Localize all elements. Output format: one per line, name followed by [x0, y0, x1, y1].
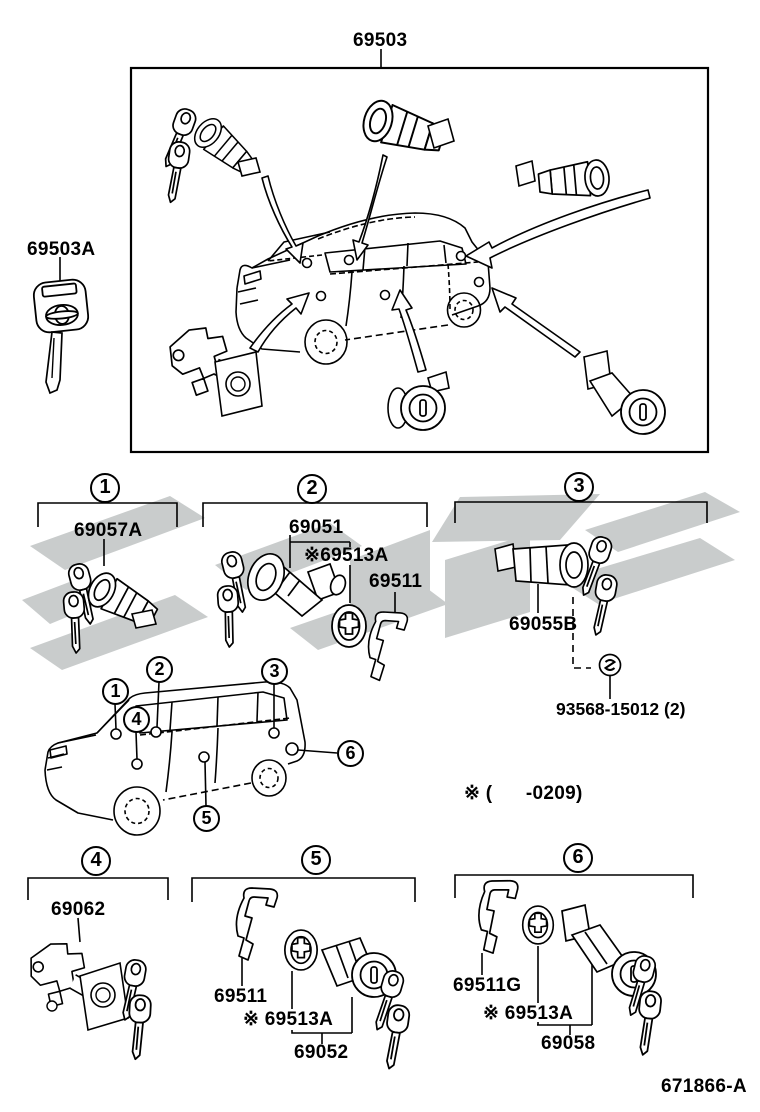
kit-part-number: 69503 — [353, 30, 408, 51]
rear-lock-cylinder-art — [516, 159, 611, 201]
part-label-g6-clip: 69511G — [453, 975, 522, 996]
car-callout-3: 3 — [261, 658, 288, 685]
door-latch-assembly-art — [170, 328, 262, 416]
group-callout-2: 2 — [297, 474, 327, 504]
g4-latch-with-keys-art — [26, 940, 151, 1060]
car-callout-1: 1 — [102, 678, 129, 705]
part-label-g4: 69062 — [51, 899, 106, 920]
back-door-lock-cylinder-art — [584, 351, 665, 434]
car-callout-2: 2 — [146, 656, 173, 683]
doc-number: 671866-A — [661, 1076, 747, 1097]
group-callout-3: 3 — [564, 472, 594, 502]
part-label-g5-clip: 69511 — [214, 986, 268, 1007]
part-label-g5-cap: ※ 69513A — [243, 1009, 334, 1030]
applicability-footnote: ※ ( -0209) — [464, 783, 583, 804]
group-callout-4: 4 — [81, 846, 111, 876]
van-lock-points — [303, 252, 484, 301]
group-callout-5: 5 — [301, 845, 331, 875]
car-callout-5: 5 — [193, 805, 220, 832]
door-lock-cylinder-art — [388, 372, 449, 430]
part-label-g2-cap: ※69513A — [304, 545, 389, 566]
group-callout-6: 6 — [563, 843, 593, 873]
part-label-g5: 69052 — [294, 1042, 349, 1063]
part-label-g3: 69055B — [509, 614, 578, 635]
master-key-part-number: 69503A — [27, 239, 96, 260]
part-label-g6-cap: ※ 69513A — [483, 1003, 574, 1024]
part-label-g3-screws: 93568-15012 (2) — [556, 699, 686, 719]
part-label-g1: 69057A — [74, 520, 143, 541]
part-label-g6: 69058 — [541, 1033, 596, 1054]
car-callout-4: 4 — [123, 706, 150, 733]
part-label-g2-clip: 69511 — [369, 571, 423, 592]
ignition-lock-with-keys-art — [159, 106, 260, 204]
car-callout-6: 6 — [337, 740, 364, 767]
master-key-art — [33, 257, 90, 393]
steering-lock-cylinder-art — [359, 97, 454, 160]
group-callout-1: 1 — [90, 473, 120, 503]
car-lock-points — [111, 727, 298, 769]
part-label-g2: 69051 — [289, 517, 344, 538]
car-callout-illustration — [45, 682, 337, 835]
